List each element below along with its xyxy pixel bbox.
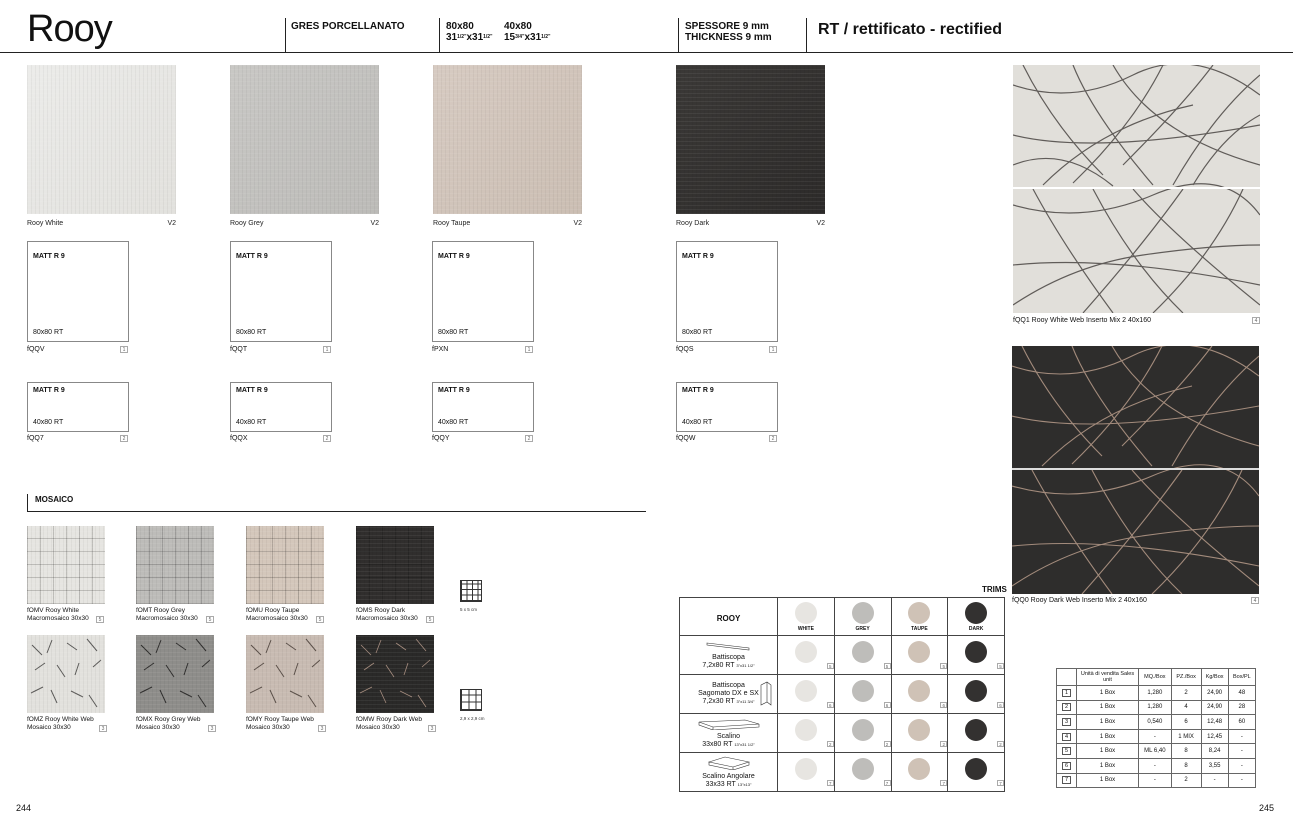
product-code: fQQV (27, 346, 45, 353)
tile-swatch-white (27, 65, 176, 214)
product-code: fQQT (230, 346, 248, 353)
mosaic-caption: fOMY Rooy Taupe Web Mosaico 30x30 (246, 716, 314, 731)
trim-row: Scalino 33x80 RT 13"x31 1/2" 2 2 2 2 (680, 714, 1005, 753)
battiscopa-sagomato-icon (759, 681, 773, 707)
trims-table (679, 597, 1005, 792)
page-number-right: 245 (1259, 803, 1275, 813)
spec-box-40x80: MATT R 9 40x80 RT (676, 382, 778, 432)
spec-box-40x80: MATT R 9 40x80 RT (230, 382, 332, 432)
size-80x80: 80x80 $31^{1/2"}x31^{1/2"}$ (446, 21, 493, 43)
pack-ref: 2 (525, 435, 533, 442)
shade-grade: V2 (370, 220, 379, 227)
trim-row: Scalino Angolare 33x33 RT 13"x13" 7 7 7 7 (680, 753, 1005, 792)
tile-swatch-taupe (433, 65, 582, 214)
spec-box-80x80: MATT R 9 80x80 RT (27, 241, 129, 342)
section-title-mosaico: MOSAICO (35, 495, 74, 504)
spec-box-40x80: MATT R 9 40x80 RT (432, 382, 534, 432)
mosaic-web-swatch-taupe (246, 635, 324, 713)
grid-3x3-icon (460, 689, 482, 711)
tile-name: Rooy Taupe (433, 220, 471, 227)
spec-box-40x80: MATT R 9 40x80 RT (27, 382, 129, 432)
page-number-left: 244 (16, 803, 32, 813)
product-code: fQQ7 (27, 435, 44, 442)
table-row: 5 1 Box ML 6,40 8 8,24 - (1057, 744, 1256, 759)
pack-ref: 1 (120, 346, 128, 353)
product-code: fPXN (432, 346, 449, 353)
product-code: fQQX (230, 435, 248, 442)
section-marker (27, 494, 28, 512)
pack-ref: 1 (525, 346, 533, 353)
insert-caption: fQQ0 Rooy Dark Web Inserto Mix 2 40x160 (1012, 597, 1147, 604)
tile-name: Rooy Grey (230, 220, 264, 227)
table-row: 1 1 Box 1,280 2 24,90 48 (1057, 686, 1256, 701)
pack-ref: 4 (1251, 597, 1259, 604)
mosaic-swatch-white (27, 526, 105, 604)
pack-ref: 4 (1252, 317, 1260, 324)
header-rule (0, 52, 1293, 53)
pack-ref: 5 (316, 616, 324, 623)
pack-ref: 2 (323, 435, 331, 442)
pack-ref: 1 (323, 346, 331, 353)
mosaic-caption: fOMZ Rooy White Web Mosaico 30x30 (27, 716, 94, 731)
mosaic-swatch-taupe (246, 526, 324, 604)
pack-ref: 3 (428, 725, 436, 732)
shade-grade: V2 (167, 220, 176, 227)
pack-ref: 5 (96, 616, 104, 623)
pack-ref: 1 (769, 346, 777, 353)
spec-box-80x80: MATT R 9 80x80 RT (432, 241, 534, 342)
mosaic-web-swatch-dark (356, 635, 434, 713)
pack-ref: 3 (318, 725, 326, 732)
table-row: 4 1 Box - 1 MIX 12,45 - (1057, 729, 1256, 744)
trims-color-grey: GREY (834, 598, 891, 636)
header-divider (806, 18, 807, 52)
mosaic-caption: fOMV Rooy White Macromosaico 30x30 (27, 607, 89, 622)
mosaic-caption: fOMW Rooy Dark Web Mosaico 30x30 (356, 716, 422, 731)
mosaic-swatch-grey (136, 526, 214, 604)
trims-title: TRIMS (982, 585, 1007, 594)
mosaic-caption: fOMT Rooy Grey Macromosaico 30x30 (136, 607, 198, 622)
insert-white-web-image (1013, 65, 1260, 313)
product-code: fQQS (676, 346, 694, 353)
tile-name: Rooy Dark (676, 220, 710, 227)
shade-grade: V2 (816, 220, 825, 227)
mosaic-swatch-dark (356, 526, 434, 604)
mosaic-unit: 2,9 x 2,9 cm (460, 716, 485, 721)
grid-5x5-icon (460, 580, 482, 602)
table-row: 7 1 Box - 2 - - (1057, 773, 1256, 788)
product-code: fQQY (432, 435, 450, 442)
tile-name: Rooy White (27, 220, 64, 227)
mosaic-web-swatch-white (27, 635, 105, 713)
mosaic-caption: fOMU Rooy Taupe Macromosaico 30x30 (246, 607, 308, 622)
trims-header: ROOY (680, 598, 778, 636)
pack-ref: 5 (206, 616, 214, 623)
header-divider (285, 18, 286, 52)
tile-swatch-dark (676, 65, 825, 214)
thickness-label: SPESSORE 9 mm THICKNESS 9 mm (685, 21, 772, 43)
material-label: GRES PORCELLANATO (291, 21, 405, 32)
pack-ref: 2 (769, 435, 777, 442)
trims-color-white: WHITE (778, 598, 835, 636)
table-row: 2 1 Box 1,280 4 24,90 28 (1057, 700, 1256, 715)
table-row: 3 1 Box 0,540 6 12,48 60 (1057, 715, 1256, 730)
shade-grade: V2 (573, 220, 582, 227)
mosaic-caption: fOMX Rooy Grey Web Mosaico 30x30 (136, 716, 201, 731)
brand-title: Rooy (27, 8, 112, 50)
edge-label: RT / rettificato - rectified (818, 21, 1003, 38)
insert-caption: fQQ1 Rooy White Web Inserto Mix 2 40x160 (1013, 317, 1151, 324)
pack-ref: 5 (426, 616, 434, 623)
trim-row: Battiscopa Sagomato DX e SX 7,2x30 RT 3"x11 3/4" 6 6 6 6 (680, 675, 1005, 714)
insert-dark-web-image (1012, 346, 1259, 594)
mosaic-web-swatch-grey (136, 635, 214, 713)
pack-ref: 3 (208, 725, 216, 732)
trims-color-dark: DARK (948, 598, 1005, 636)
scalino-icon (697, 718, 761, 730)
pack-ref: 3 (99, 725, 107, 732)
header-divider (678, 18, 679, 52)
mosaic-unit: 5 x 5 cm (460, 607, 478, 612)
spec-box-80x80: MATT R 9 80x80 RT (230, 241, 332, 342)
battiscopa-icon (704, 641, 754, 651)
header-divider (439, 18, 440, 52)
table-row: 6 1 Box - 8 3,55 - (1057, 758, 1256, 773)
pack-ref: 2 (120, 435, 128, 442)
scalino-angolare-icon (707, 756, 751, 770)
spec-box-80x80: MATT R 9 80x80 RT (676, 241, 778, 342)
packing-table: Unità di vendita Sales unit MQ./Box PZ./Box Kg/Box Box/PL 1 1 Box 1,280 2 24,90 48 2 1 Box 1,280 4 24,90 28 3 1 Box 0,540 6 12,48 60 4 1 Box - 1 MIX 12,45 - 5 1 Box ML 6,40 8 8,24 - 6 1 Box - 8 3,55 - 7 1 Box - 2 - - (1056, 668, 1256, 788)
size-40x80: 40x80 $15^{3/4"}x31^{1/2"}$ (504, 21, 551, 43)
product-code: fQQW (676, 435, 696, 442)
section-rule (27, 511, 646, 512)
mosaic-caption: fOMS Rooy Dark Macromosaico 30x30 (356, 607, 418, 622)
trims-color-taupe: TAUPE (891, 598, 948, 636)
trim-row: Battiscopa 7,2x80 RT 3"x31 1/2" 5 5 5 5 (680, 636, 1005, 675)
tile-swatch-grey (230, 65, 379, 214)
